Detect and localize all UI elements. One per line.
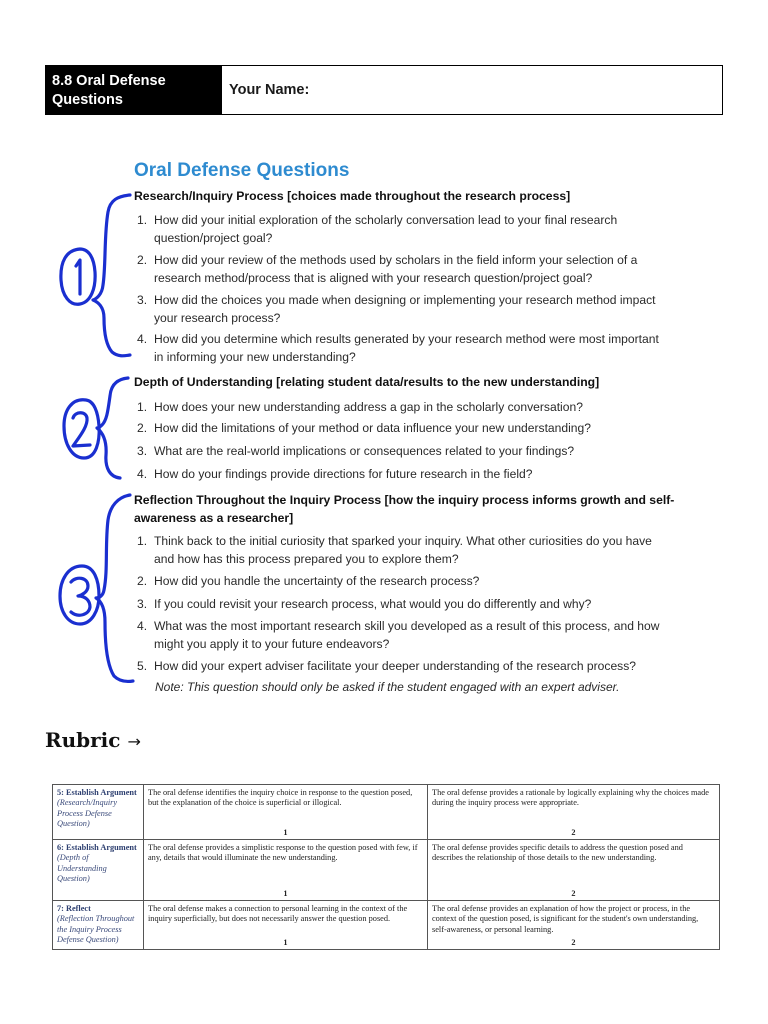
section-1-heading: Research/Inquiry Process [choices made throughout the research process] (134, 189, 571, 203)
question-2-3: 3. What are the real-world implications or consequences related to your findings? (137, 444, 575, 458)
question-3-2: 2. How did you handle the uncertainty of the research process? (137, 574, 480, 588)
score-1: 1 (283, 888, 288, 898)
question-1-3: 3. How did the choices you made when designing or implementing your research method impact your research process? (137, 293, 656, 325)
bracket-3 (96, 495, 133, 681)
question-3-1: 1. Think back to the initial curiosity that sparked your inquiry. What other curiosities do you have and how has this process prepared you to explore them? (137, 534, 652, 566)
question-2-4: 4. How do your findings provide directions for future research in the field? (137, 467, 533, 481)
adviser-note: Note: This question should only be asked if the student engaged with an expert adviser. (155, 680, 620, 694)
criterion-cell: 7: Reflect (Reflection Throughout the Inquiry Process Defense Question) (53, 901, 144, 950)
level-2-cell: The oral defense provides an explanation of how the project or process, in the context of the question posed, is significant for the student's own understanding, self-awareness, or personal learning. 2 (428, 901, 720, 950)
numeral-1 (76, 260, 80, 294)
level-2-cell: The oral defense provides specific details to address the question posed and describes the relationship of those details to the new understanding. 2 (428, 840, 720, 901)
name-field-label: Your Name: (229, 82, 310, 98)
question-3-3: 3. If you could revisit your research process, what would you do differently and why? (137, 597, 592, 611)
questions-title: Oral Defense Questions (134, 160, 350, 181)
section-2-heading: Depth of Understanding [relating student data/results to the new understanding] (134, 375, 600, 389)
circle-2 (64, 400, 99, 458)
question-1-4: 4. How did you determine which results generated by your research method were most important in informing your new understanding? (137, 332, 659, 364)
question-1-2: 2. How did your review of the methods used by scholars in the field inform your selection of a research method/process that is aligned with your research question/project goal? (137, 253, 638, 285)
question-3-5: 5. How did your expert adviser facilitate your deeper understanding of the research process? (137, 659, 637, 673)
numeral-2 (73, 413, 90, 446)
rubric-title: Rubric (45, 728, 121, 752)
criterion-cell: 6: Establish Argument (Depth of Understanding Question) (53, 840, 144, 901)
score-2: 2 (571, 888, 576, 898)
level-2-cell: The oral defense provides a rationale by logically explaining why the choices made during the inquiry process were appropriate. 2 (428, 785, 720, 840)
score-1: 1 (283, 937, 288, 947)
section-label: 8.8 Oral Defense Questions (46, 66, 222, 114)
question-1-1: 1. How did your initial exploration of the scholarly conversation lead to your final research question/project goal? (137, 213, 618, 245)
score-1: 1 (283, 827, 288, 837)
circle-1 (61, 249, 95, 304)
question-2-2: 2. How did the limitations of your method or data influence your new understanding? (137, 421, 591, 435)
rubric-row (53, 901, 720, 950)
bracket-2 (97, 378, 128, 478)
numeral-3 (71, 578, 90, 615)
score-2: 2 (571, 827, 576, 837)
level-1-cell: The oral defense identifies the inquiry choice in response to the question posed, but the explanation of the choice is superficial or illogical. 1 (144, 785, 428, 840)
section-3-heading: Reflection Throughout the Inquiry Process [how the inquiry process informs growth and self-awareness as a researcher] (134, 493, 675, 525)
question-2-1: 1. How does your new understanding address a gap in the scholarly conversation? (137, 400, 583, 414)
level-1-cell: The oral defense makes a connection to personal learning in the context of the inquiry superficially, but does not necessarily answer the question posed. 1 (144, 901, 428, 950)
arrow-right-icon: → (127, 732, 141, 751)
rubric-heading (45, 728, 141, 752)
criterion-cell: 5: Establish Argument (Research/Inquiry Process Defense Question) (53, 785, 144, 840)
question-3-4: 4. What was the most important research skill you developed as a result of this process, and how might you apply it to your future endeavors? (137, 619, 660, 651)
level-1-cell: The oral defense provides a simplistic response to the question posed with few, if any, details that would illuminate the new understanding. 1 (144, 840, 428, 901)
rubric-row (53, 785, 720, 840)
rubric-table (52, 784, 720, 950)
bracket-1 (93, 195, 130, 356)
rubric-row (53, 840, 720, 901)
score-2: 2 (571, 937, 576, 947)
